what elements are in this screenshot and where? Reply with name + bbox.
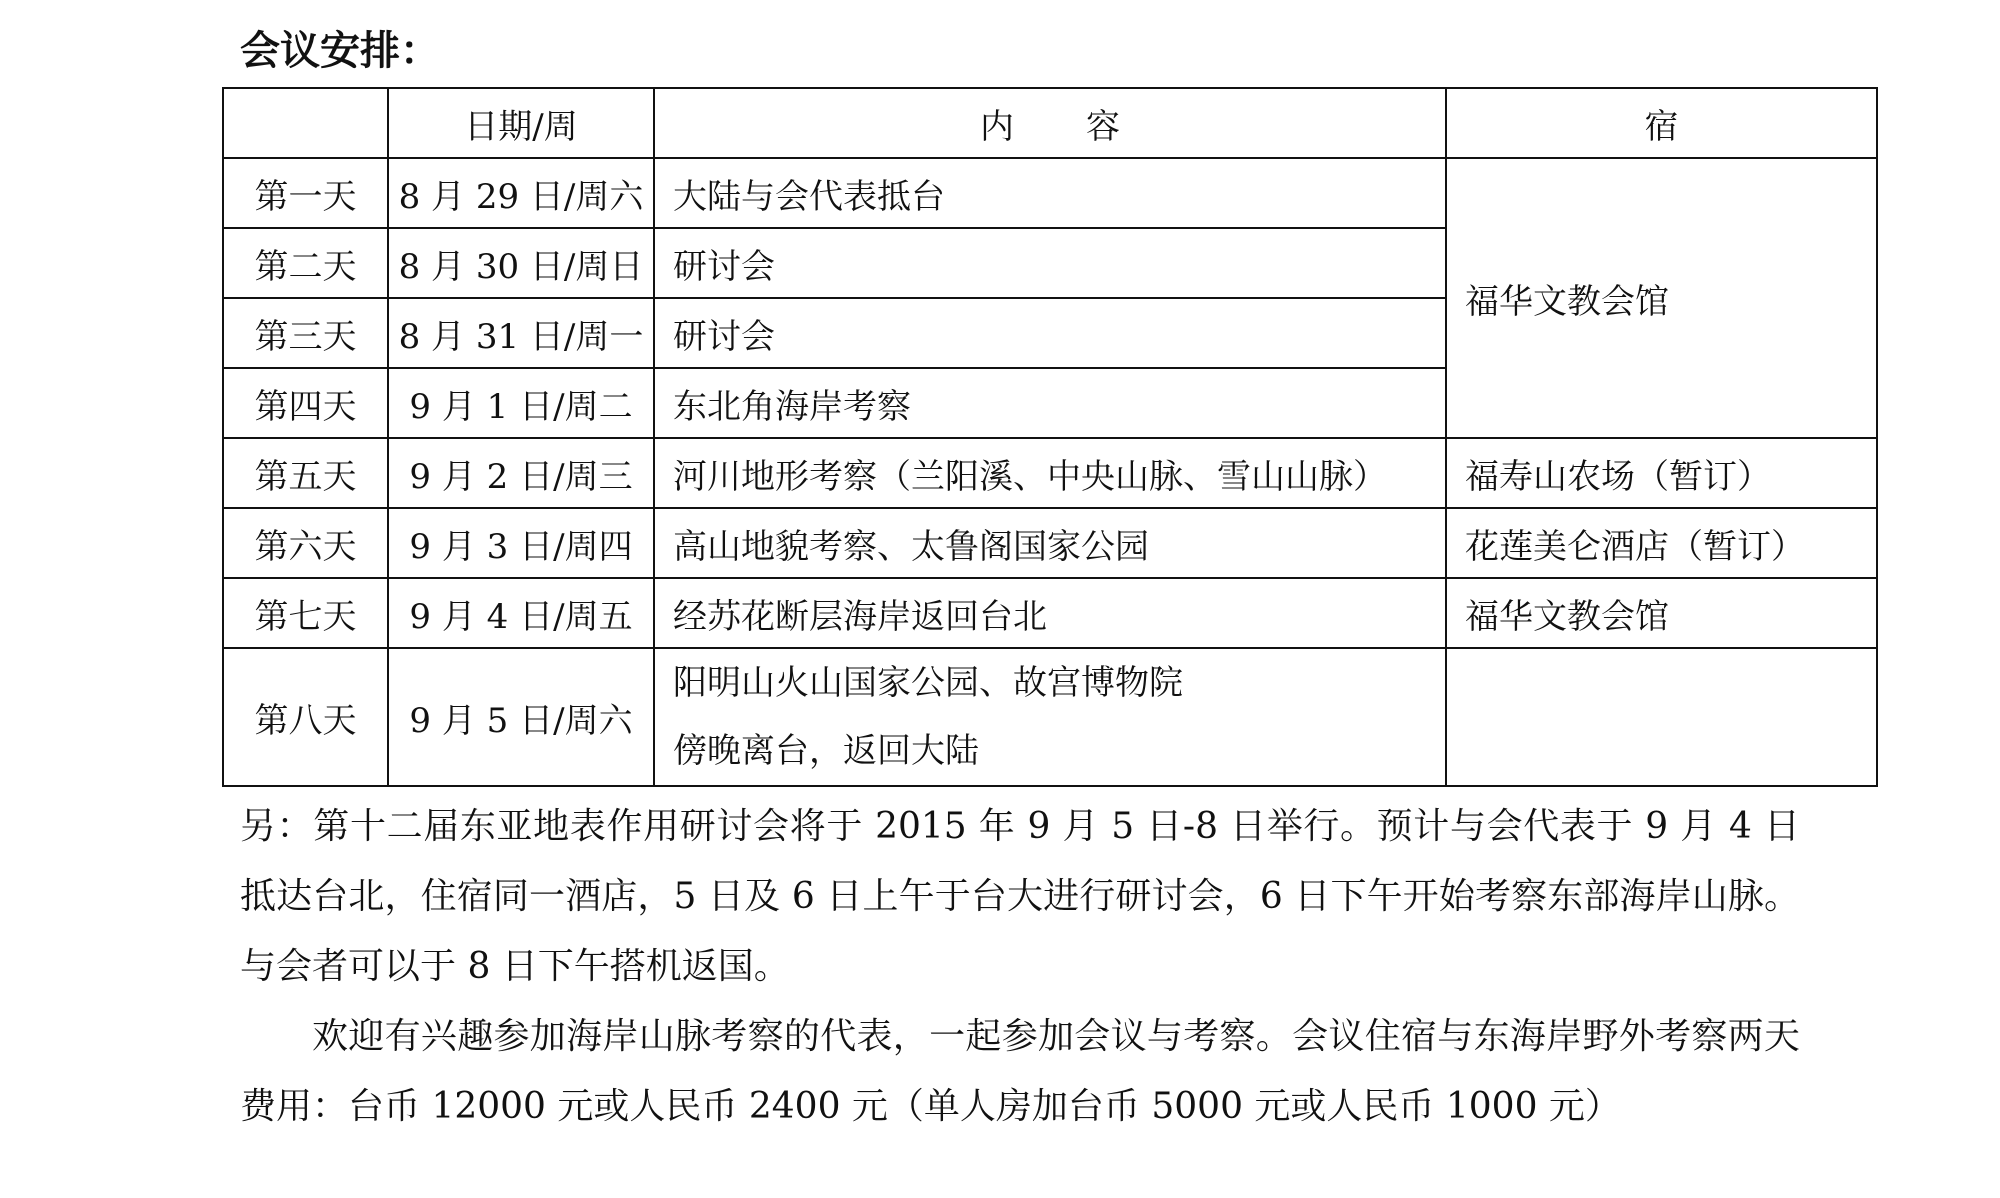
date-cell: 9 月 2 日/周三 — [388, 438, 654, 508]
header-content — [654, 88, 1446, 158]
content-cell: 研讨会 — [654, 298, 1446, 368]
day-cell: 第四天 — [223, 368, 388, 438]
lodging-cell: 福寿山农场（暂订） — [1446, 438, 1877, 508]
date-cell: 9 月 1 日/周二 — [388, 368, 654, 438]
day-cell: 第一天 — [223, 158, 388, 228]
header-lodging: 宿 — [1446, 88, 1877, 158]
lodging-cell: 福华文教会馆 — [1446, 578, 1877, 648]
content-cell: 研讨会 — [654, 228, 1446, 298]
day-cell: 第八天 — [223, 648, 388, 786]
table-row — [223, 158, 1877, 228]
day-cell: 第六天 — [223, 508, 388, 578]
content-line-2: 傍晚离台，返回大陆 — [673, 731, 979, 771]
date-cell: 9 月 5 日/周六 — [388, 648, 654, 786]
day-cell: 第二天 — [223, 228, 388, 298]
section-heading: 会议安排： — [240, 28, 440, 74]
table-header-row — [223, 88, 1877, 158]
day-cell: 第七天 — [223, 578, 388, 648]
day-cell: 第五天 — [223, 438, 388, 508]
header-day — [223, 88, 388, 158]
content-cell: 大陆与会代表抵台 — [654, 158, 1446, 228]
date-cell: 9 月 3 日/周四 — [388, 508, 654, 578]
content-cell: 河川地形考察（兰阳溪、中央山脉、雪山山脉） — [654, 438, 1446, 508]
lodging-cell — [1446, 648, 1877, 786]
note-paragraph-2: 欢迎有兴趣参加海岸山脉考察的代表，一起参加会议与考察。会议住宿与东海岸野外考察两天费用：台币 12000 元或人民币 2400 元（单人房加台币 5000 元或人民币 1000 元） — [240, 1016, 1800, 1127]
table-row — [223, 508, 1877, 578]
notes-section — [240, 792, 1800, 1142]
lodging-cell-merged: 福华文教会馆 — [1446, 158, 1877, 438]
lodging-cell: 花莲美仑酒店（暂订） — [1446, 508, 1877, 578]
date-cell: 8 月 30 日/周日 — [388, 228, 654, 298]
header-content-char1: 内 — [980, 106, 1014, 147]
content-cell: 东北角海岸考察 — [654, 368, 1446, 438]
header-date: 日期/周 — [388, 88, 654, 158]
content-line-1: 阳明山火山国家公园、故宫博物院 — [673, 663, 1183, 703]
table-row — [223, 578, 1877, 648]
date-cell: 8 月 29 日/周六 — [388, 158, 654, 228]
header-content-char2: 容 — [1086, 106, 1120, 147]
date-cell: 9 月 4 日/周五 — [388, 578, 654, 648]
content-cell: 高山地貌考察、太鲁阁国家公园 — [654, 508, 1446, 578]
schedule-table — [222, 87, 1878, 787]
note-paragraph-1: 另：第十二届东亚地表作用研讨会将于 2015 年 9 月 5 日-8 日举行。预计与会代表于 9 月 4 日抵达台北，住宿同一酒店，5 日及 6 日上午于台大进行研讨会，6 日下午开始考察东部海岸山脉。与会者可以于 8 日下午搭机返国。 — [240, 806, 1800, 987]
day-cell: 第三天 — [223, 298, 388, 368]
table-row — [223, 438, 1877, 508]
content-cell — [654, 648, 1446, 786]
table-row — [223, 648, 1877, 786]
date-cell: 8 月 31 日/周一 — [388, 298, 654, 368]
content-cell: 经苏花断层海岸返回台北 — [654, 578, 1446, 648]
